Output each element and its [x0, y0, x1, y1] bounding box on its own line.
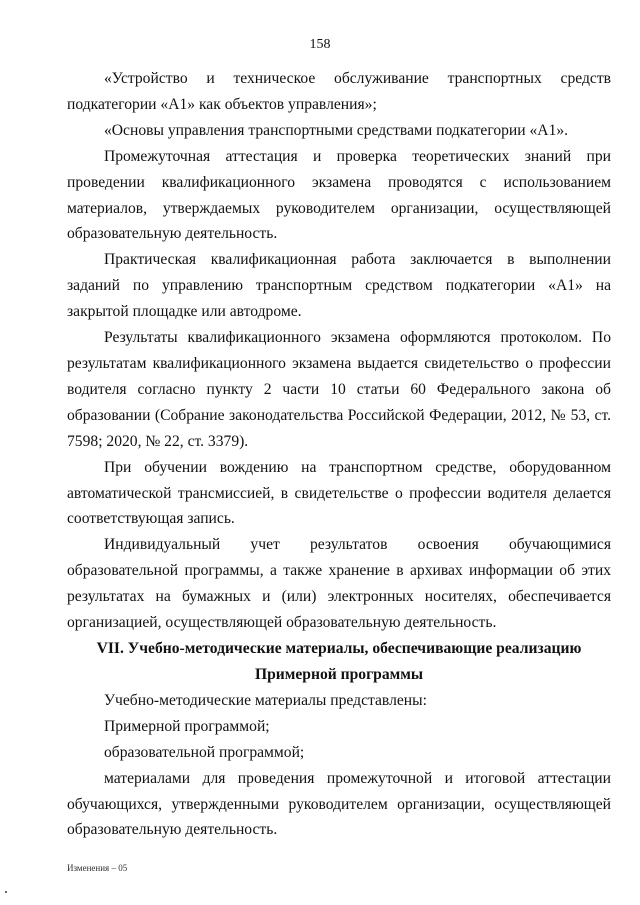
paragraph-exam-results: Результаты квалификационного экзамена оформляются протоколом. По результатам квалификационного экзамена выдается свидетельство о профессии водителя согласно пункту 2 части 10 статьи 60 Федерального закона об образовании (Собрание законодательства Российской Федерации, 2012, № 53, ст. 7598; 2020, № 22, ст. 3379). [67, 329, 611, 450]
list-item-educational-program: образовательной программой; [104, 743, 305, 761]
list-item-attestation-materials: материалами для проведения промежуточной и итоговой аттестации обучающихся, утвержденными руководителем организации, осуществляющей образовательную деятельность. [67, 769, 611, 839]
document-body [67, 66, 611, 843]
paragraph-control-basics: «Основы управления транспортными средствами подкатегории «А1». [104, 121, 569, 139]
section-heading-line-2: Примерной программы [254, 665, 424, 683]
scan-artifact [5, 891, 7, 893]
paragraph-device-maintenance: «Устройство и техническое обслуживание транспортных средств подкатегории «А1» как объектов управления»; [67, 70, 611, 113]
section-heading-line-1: VII. Учебно-методические материалы, обеспечивающие реализацию [96, 639, 582, 657]
revision-footer: Изменения – 05 [67, 863, 128, 873]
paragraph-practical-work: Практическая квалификационная работа заключается в выполнении заданий по управлению транспортным средством подкатегории «А1» на закрытой площадке или автодроме. [67, 251, 611, 321]
page-number: 158 [309, 37, 331, 52]
paragraph-automatic-transmission: При обучении вождению на транспортном средстве, оборудованном автоматической трансмиссией, в свидетельстве о профессии водителя делается соответствующая запись. [67, 458, 611, 528]
paragraph-individual-record: Индивидуальный учет результатов освоения обучающимися образовательной программы, а также хранение в архивах информации об этих результатах на бумажных и (или) электронных носителях, обеспечивается организацией, осуществляющей образовательную деятельность. [67, 536, 611, 632]
paragraph-intermediate-attestation: Промежуточная аттестация и проверка теоретических знаний при проведении квалификационного экзамена проводятся с использованием материалов, утверждаемых руководителем организации, осуществляющей образовательную деятельность. [67, 147, 611, 243]
paragraph-materials-intro: Учебно-методические материалы представлены: [104, 691, 427, 709]
list-item-sample-program: Примерной программой; [104, 717, 270, 735]
